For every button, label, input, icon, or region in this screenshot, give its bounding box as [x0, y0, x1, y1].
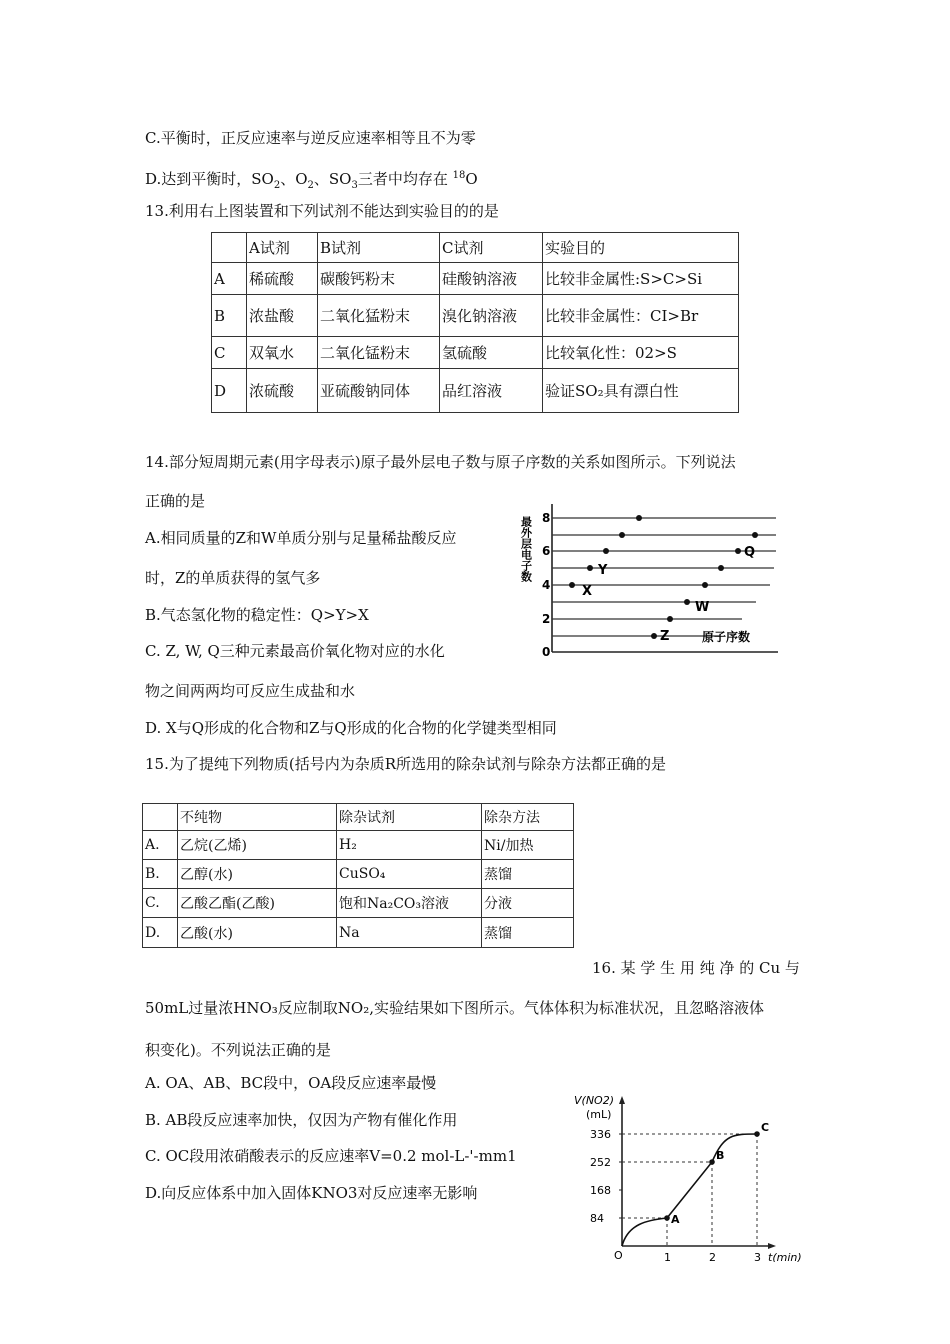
q15-table	[142, 803, 574, 948]
table-cell: 蒸馏	[482, 918, 574, 948]
element-point	[684, 599, 690, 605]
element-label-z: Z	[660, 629, 670, 644]
x-tick-label: 1	[664, 1251, 671, 1262]
q14-option-a: A.相同质量的Z和W单质分别与足量稀盐酸反应	[145, 529, 457, 547]
table-row	[212, 295, 739, 337]
x-axis-arrow	[768, 1243, 776, 1249]
y-axis-label: 最外层电子数	[519, 516, 533, 582]
table-cell: C.	[143, 889, 178, 918]
table-cell: 乙酸(水)	[178, 918, 337, 948]
table-cell: 蒸馏	[482, 860, 574, 889]
table-cell	[143, 804, 178, 831]
table-cell: 验证SO₂具有漂白性	[543, 369, 739, 413]
data-point-label: C	[761, 1121, 770, 1134]
element-point	[569, 582, 575, 588]
y-axis-arrow	[619, 1096, 625, 1104]
table-cell: Na	[337, 918, 482, 948]
table-cell: A	[212, 263, 247, 295]
table-cell: 浓硫酸	[247, 369, 318, 413]
table-cell: H₂	[337, 831, 482, 860]
y-tick-label: 2	[542, 612, 551, 626]
y-axis-unit: (mL)	[586, 1108, 612, 1121]
table-cell: 稀硫酸	[247, 263, 318, 295]
element-point	[636, 515, 642, 521]
y-tick-label: 252	[590, 1156, 611, 1169]
element-point	[619, 532, 625, 538]
table-row	[143, 889, 574, 918]
element-point	[651, 633, 657, 639]
table-cell: 双氧水	[247, 337, 318, 369]
table-cell: A试剂	[247, 233, 318, 263]
q14-option-d: D. X与Q形成的化合物和Z与Q形成的化合物的化学键类型相同	[145, 719, 557, 737]
table-row	[212, 263, 739, 295]
table-cell: 不纯物	[178, 804, 337, 831]
table-header-row	[143, 804, 574, 831]
table-cell: 分液	[482, 889, 574, 918]
data-point	[664, 1215, 670, 1221]
table-cell	[212, 233, 247, 263]
q14-option-c-cont: 物之间两两均可反应生成盐和水	[145, 682, 356, 700]
table-row	[143, 860, 574, 889]
table-cell: 饱和Na₂CO₃溶液	[337, 889, 482, 918]
q14-option-a-cont: 时，Z的单质获得的氢气多	[145, 569, 321, 587]
element-point	[587, 565, 593, 571]
y-tick-label: 168	[590, 1184, 611, 1197]
q14-element-chart	[512, 496, 784, 664]
element-label-q: Q	[744, 545, 756, 560]
y-tick-label: 4	[542, 578, 551, 592]
table-row	[143, 831, 574, 860]
table-cell: B试剂	[318, 233, 440, 263]
y-tick-label: 336	[590, 1128, 611, 1141]
element-point	[718, 565, 724, 571]
element-label-x: X	[582, 584, 593, 599]
q16-option-a: A. OA、AB、BC段中，OA段反应速率最慢	[145, 1074, 437, 1092]
table-cell: C	[212, 337, 247, 369]
table-cell: CuSO₄	[337, 860, 482, 889]
data-point-label: B	[716, 1149, 725, 1162]
table-cell: 比较非金属性：CI>Br	[543, 295, 739, 337]
table-header-row	[212, 233, 739, 263]
q12-option-c: C.平衡时，正反应速率与逆反应速率相等且不为零	[145, 129, 476, 147]
table-cell: Ni/加热	[482, 831, 574, 860]
table-cell: 比较非金属性:S>C>Si	[543, 263, 739, 295]
table-cell: 乙酸乙酯(乙酸)	[178, 889, 337, 918]
q16-option-d: D.向反应体系中加入固体KNO3对反应速率无影响	[145, 1184, 478, 1202]
data-point	[754, 1131, 760, 1137]
table-cell: 品红溶液	[440, 369, 543, 413]
table-cell: 二氧化锰粉末	[318, 337, 440, 369]
table-cell: 二氧化猛粉末	[318, 295, 440, 337]
table-cell: 实验目的	[543, 233, 739, 263]
element-point	[752, 532, 758, 538]
q16-stem: 16. 某 学 生 用 纯 净 的 Cu 与	[592, 959, 800, 977]
table-cell: 亚硫酸钠同体	[318, 369, 440, 413]
q14-stem: 14.部分短周期元素(用字母表示)原子最外层电子数与原子序数的关系如图所示。下列说法	[145, 453, 736, 471]
element-point	[735, 548, 741, 554]
y-origin-label: 0	[542, 645, 551, 659]
table-cell: D.	[143, 918, 178, 948]
element-label-w: W	[695, 600, 710, 615]
table-cell: 除杂方法	[482, 804, 574, 831]
element-point	[702, 582, 708, 588]
x-tick-label: 3	[754, 1251, 761, 1262]
q12-option-d: D.达到平衡时，$SO_2$、$O_2$、$SO_3$三者中均存在 $^{18}$O	[145, 170, 478, 191]
series-line	[622, 1134, 757, 1246]
y-tick-label: 8	[542, 511, 551, 525]
table-cell: 乙烷(乙烯)	[178, 831, 337, 860]
q14-option-b: B.气态氢化物的稳定性：Q>Y>X	[145, 606, 369, 624]
q14-stem-cont: 正确的是	[145, 492, 206, 510]
table-cell: 乙醇(水)	[178, 860, 337, 889]
table-cell: 浓盐酸	[247, 295, 318, 337]
table-cell: 除杂试剂	[337, 804, 482, 831]
data-point-label: A	[671, 1213, 680, 1226]
table-cell: C试剂	[440, 233, 543, 263]
q13-stem: 13.利用右上图装置和下列试剂不能达到实验目的的是	[145, 202, 499, 220]
table-cell: 溴化钠溶液	[440, 295, 543, 337]
q16-stem-cont: 50mL过量浓HNO₃反应制取NO₂,实验结果如下图所示。气体体积为标准状况，且忽略溶液体	[145, 999, 764, 1017]
q13-table	[211, 232, 739, 413]
element-label-y: Y	[598, 563, 608, 578]
q14-option-c: C. Z, W, Q三种元素最高价氧化物对应的水化	[145, 642, 445, 660]
table-cell: 硅酸钠溶液	[440, 263, 543, 295]
x-tick-label: 2	[709, 1251, 716, 1262]
q16-stem-cont2: 积变化)。不列说法正确的是	[145, 1041, 331, 1059]
table-row	[143, 918, 574, 948]
q15-stem: 15.为了提纯下列物质(括号内为杂质R所选用的除杂试剂与除杂方法都正确的是	[145, 755, 667, 773]
data-point	[709, 1159, 715, 1165]
table-cell: B.	[143, 860, 178, 889]
table-cell: B	[212, 295, 247, 337]
y-tick-label: 84	[590, 1212, 604, 1225]
y-tick-label: 6	[542, 544, 551, 558]
table-cell: 氢硫酸	[440, 337, 543, 369]
q16-no2-volume-chart	[560, 1090, 804, 1262]
q16-option-b: B. AB段反应速率加快，仅因为产物有催化作用	[145, 1111, 458, 1129]
x-axis-label: 原子序数	[702, 630, 751, 644]
table-row	[212, 369, 739, 413]
element-point	[667, 616, 673, 622]
table-cell: 比较氧化性：02>S	[543, 337, 739, 369]
origin-label: O	[614, 1249, 623, 1262]
y-axis-label: V(NO2)	[574, 1094, 614, 1107]
table-cell: A.	[143, 831, 178, 860]
table-row	[212, 337, 739, 369]
table-cell: D	[212, 369, 247, 413]
element-point	[603, 548, 609, 554]
q16-option-c: C. OC段用浓硝酸表示的反应速率V=0.2 mol-L-'-mm1	[145, 1147, 517, 1165]
table-cell: 碳酸钙粉末	[318, 263, 440, 295]
x-axis-label: t(min)	[768, 1251, 802, 1262]
